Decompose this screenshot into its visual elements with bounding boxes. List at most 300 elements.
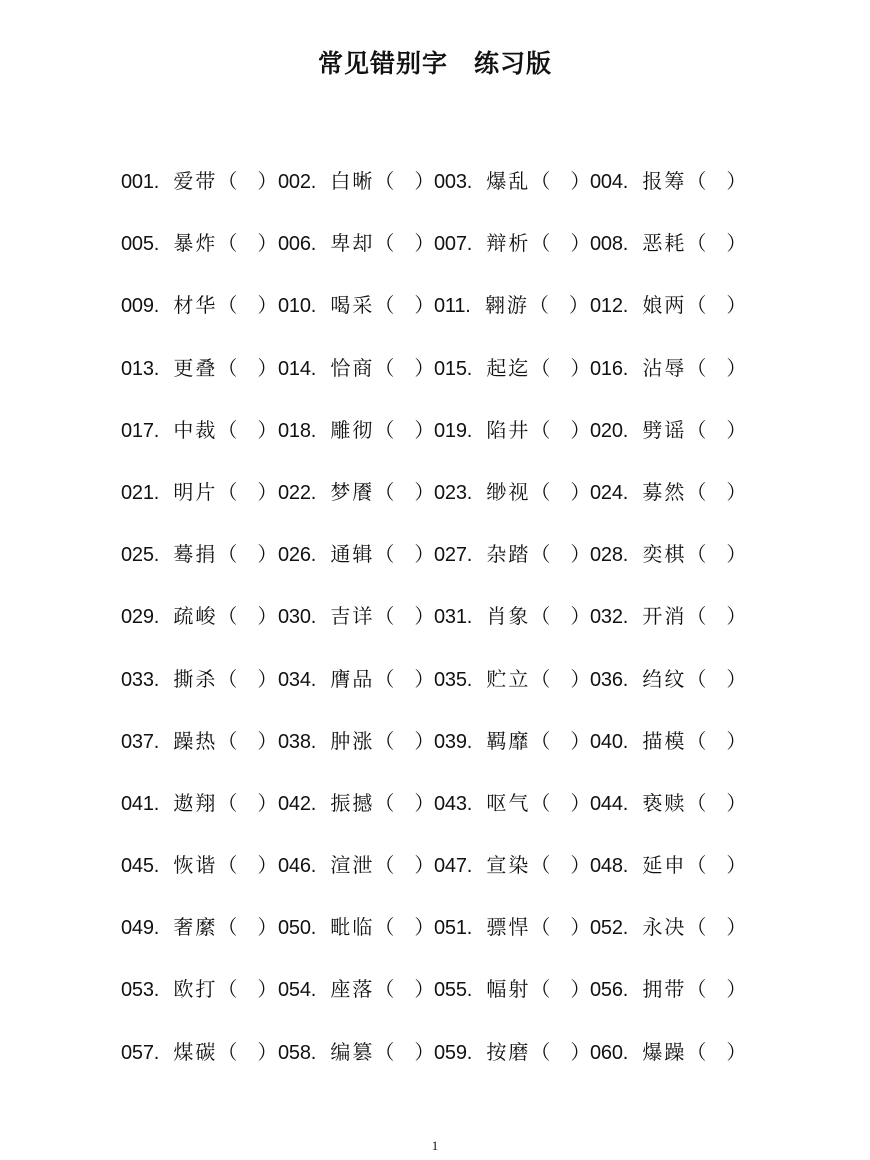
answer-blank[interactable]: （ ）	[374, 604, 435, 629]
item-word: 躁热	[173, 728, 218, 753]
item-number: 020	[590, 419, 623, 442]
item-number: 016	[590, 357, 623, 380]
item-word: 缈视	[486, 479, 531, 504]
item-word: 幅射	[486, 977, 531, 1002]
item-separator: .	[622, 171, 629, 193]
item-separator: .	[466, 979, 473, 1002]
exercise-item	[590, 896, 746, 958]
item-number: 037	[121, 730, 154, 753]
item-number: 038	[278, 730, 311, 753]
answer-blank[interactable]: （ ）	[374, 728, 435, 753]
exercise-row	[0, 461, 870, 523]
item-separator: .	[622, 419, 629, 442]
answer-blank[interactable]: （ ）	[686, 479, 747, 504]
exercise-item	[434, 710, 590, 772]
item-number: 018	[278, 419, 311, 442]
item-word: 暴炸	[173, 231, 218, 256]
item-separator: .	[310, 730, 317, 753]
exercise-item	[278, 585, 434, 647]
item-word: 卑却	[330, 231, 375, 256]
item-word: 辩析	[486, 231, 531, 256]
item-word: 恶耗	[642, 231, 687, 256]
exercise-row	[0, 523, 870, 585]
item-word: 娘两	[642, 293, 687, 318]
item-separator: .	[153, 1041, 160, 1064]
item-separator: .	[310, 979, 317, 1002]
item-number: 014	[278, 357, 311, 380]
exercise-item	[121, 337, 277, 399]
item-separator: .	[622, 295, 629, 318]
item-word: 座落	[330, 977, 375, 1002]
item-separator: .	[466, 481, 473, 504]
answer-blank[interactable]: （ ）	[374, 231, 435, 256]
answer-blank[interactable]: （ ）	[530, 231, 591, 256]
item-separator: .	[622, 544, 629, 567]
answer-blank[interactable]: （ ）	[530, 355, 591, 380]
item-number: 056	[590, 979, 623, 1002]
item-number: 050	[278, 917, 311, 940]
item-separator: .	[466, 606, 473, 629]
answer-blank[interactable]: （ ）	[374, 169, 435, 193]
item-number: 054	[278, 979, 311, 1002]
exercise-item	[590, 337, 746, 399]
answer-blank[interactable]: （ ）	[686, 169, 747, 193]
item-separator: .	[466, 544, 473, 567]
item-word: 沾辱	[642, 355, 687, 380]
item-word: 恰商	[330, 355, 375, 380]
exercise-row	[0, 585, 870, 647]
item-number: 017	[121, 419, 154, 442]
answer-blank[interactable]: （ ）	[686, 417, 747, 442]
item-word: 奕棋	[642, 542, 687, 567]
item-word: 起迄	[486, 355, 531, 380]
answer-blank[interactable]: （ ）	[374, 1039, 435, 1064]
item-separator: .	[153, 419, 160, 442]
exercise-item	[590, 648, 746, 710]
exercise-item	[434, 958, 590, 1020]
item-number: 027	[434, 544, 467, 567]
exercise-item	[278, 958, 434, 1020]
item-separator: .	[310, 917, 317, 940]
item-separator: .	[153, 917, 160, 940]
exercise-item	[278, 274, 434, 336]
answer-blank[interactable]: （ ）	[217, 604, 278, 629]
item-word: 蓦捐	[173, 542, 218, 567]
item-word: 肖象	[486, 604, 531, 629]
item-separator: .	[310, 668, 317, 691]
item-word: 膺品	[330, 666, 375, 691]
exercise-item	[278, 834, 434, 896]
exercise-item	[278, 648, 434, 710]
item-separator: .	[310, 419, 317, 442]
answer-blank[interactable]: （ ）	[530, 853, 591, 878]
exercise-item	[278, 1021, 434, 1083]
answer-blank[interactable]: （ ）	[686, 231, 747, 256]
item-number: 021	[121, 481, 154, 504]
answer-blank[interactable]: （ ）	[374, 542, 435, 567]
item-word: 振撼	[330, 790, 375, 815]
item-separator: .	[622, 979, 629, 1002]
page-number: 1	[431, 1138, 439, 1153]
item-number: 015	[434, 357, 467, 380]
item-separator: .	[153, 171, 160, 193]
item-number: 005	[121, 233, 154, 256]
answer-blank[interactable]: （ ）	[374, 977, 435, 1002]
item-separator: .	[153, 357, 160, 380]
answer-blank[interactable]: （ ）	[530, 479, 591, 504]
item-separator: .	[466, 419, 473, 442]
item-word: 绉纹	[642, 666, 687, 691]
exercise-item	[121, 772, 277, 834]
item-word: 拥带	[642, 977, 687, 1002]
answer-blank[interactable]: （ ）	[530, 1039, 591, 1064]
answer-blank[interactable]: （ ）	[686, 853, 747, 878]
answer-blank[interactable]: （ ）	[217, 355, 278, 380]
exercise-item	[121, 648, 277, 710]
item-separator: .	[153, 295, 160, 318]
item-separator: .	[622, 792, 629, 815]
item-separator: .	[310, 481, 317, 504]
exercise-item	[121, 274, 277, 336]
item-number: 026	[278, 544, 311, 567]
item-number: 019	[434, 419, 467, 442]
answer-blank[interactable]: （ ）	[686, 293, 747, 318]
answer-blank[interactable]: （ ）	[217, 293, 278, 318]
item-separator: .	[310, 606, 317, 629]
item-separator: .	[622, 730, 629, 753]
item-word: 爆躁	[642, 1039, 687, 1064]
answer-blank[interactable]: （ ）	[686, 666, 747, 691]
answer-blank[interactable]: （ ）	[374, 417, 435, 442]
answer-blank[interactable]: （ ）	[686, 1039, 747, 1064]
item-word: 煤碳	[173, 1039, 218, 1064]
answer-blank[interactable]: （ ）	[374, 479, 435, 504]
item-number: 046	[278, 855, 311, 878]
item-word: 雕彻	[330, 417, 375, 442]
item-number: 006	[278, 233, 311, 256]
answer-blank[interactable]: （ ）	[217, 728, 278, 753]
item-word: 陷井	[486, 417, 531, 442]
answer-blank[interactable]: （ ）	[530, 542, 591, 567]
exercise-row	[0, 710, 870, 772]
answer-blank[interactable]: （ ）	[217, 790, 278, 815]
item-number: 039	[434, 730, 467, 753]
item-separator: .	[466, 792, 473, 815]
item-separator: .	[153, 233, 160, 256]
exercise-item	[121, 958, 277, 1020]
exercise-row	[0, 958, 870, 1020]
item-separator: .	[466, 357, 473, 380]
answer-blank[interactable]: （ ）	[217, 417, 278, 442]
item-word: 撕杀	[173, 666, 218, 691]
item-number: 002	[278, 171, 311, 193]
answer-blank[interactable]: （ ）	[686, 728, 747, 753]
exercise-item	[121, 212, 277, 274]
page-title: 常见错别字 练习版	[317, 49, 552, 78]
item-separator: .	[153, 606, 160, 629]
item-separator: .	[310, 792, 317, 815]
answer-blank[interactable]: （ ）	[530, 604, 591, 629]
item-number: 023	[434, 481, 467, 504]
answer-blank[interactable]: （ ）	[374, 853, 435, 878]
item-separator: .	[153, 979, 160, 1002]
item-word: 开消	[642, 604, 687, 629]
item-word: 恢谐	[173, 853, 218, 878]
exercise-row	[0, 896, 870, 958]
answer-blank[interactable]: （ ）	[530, 977, 591, 1002]
exercise-item	[590, 274, 746, 336]
item-number: 055	[434, 979, 467, 1002]
answer-blank[interactable]: （ ）	[686, 790, 747, 815]
item-word: 喝采	[330, 293, 375, 318]
answer-blank[interactable]: （ ）	[217, 169, 278, 193]
item-word: 募然	[642, 479, 687, 504]
item-word: 吉详	[330, 604, 375, 629]
item-word: 羁靡	[486, 728, 531, 753]
item-word: 报筹	[642, 169, 687, 193]
item-word: 肿涨	[330, 728, 375, 753]
exercise-item	[434, 461, 590, 523]
item-number: 034	[278, 668, 311, 691]
item-separator: .	[153, 544, 160, 567]
answer-blank[interactable]: （ ）	[217, 1039, 278, 1064]
exercise-item	[121, 523, 277, 585]
exercise-item	[278, 772, 434, 834]
item-number: 030	[278, 606, 311, 629]
exercise-item	[434, 585, 590, 647]
item-number: 029	[121, 606, 154, 629]
item-separator: .	[153, 668, 160, 691]
exercise-item	[590, 1021, 746, 1083]
exercise-item	[278, 337, 434, 399]
answer-blank[interactable]: （ ）	[686, 604, 747, 629]
item-number: 022	[278, 481, 311, 504]
item-number: 059	[434, 1041, 467, 1064]
item-word: 翱游	[484, 293, 529, 318]
item-word: 劈谣	[642, 417, 687, 442]
item-word: 中裁	[173, 417, 218, 442]
answer-blank[interactable]: （ ）	[217, 542, 278, 567]
answer-blank[interactable]: （ ）	[530, 666, 591, 691]
item-word: 毗临	[330, 915, 375, 940]
item-number: 004	[590, 171, 623, 193]
item-separator: .	[466, 1041, 473, 1064]
item-separator: .	[310, 357, 317, 380]
exercise-item	[590, 523, 746, 585]
exercise-grid	[0, 150, 870, 1083]
answer-blank[interactable]: （ ）	[686, 542, 747, 567]
exercise-item	[434, 834, 590, 896]
item-separator: .	[466, 917, 473, 940]
item-number: 031	[434, 606, 467, 629]
item-separator: .	[465, 295, 471, 318]
item-number: 053	[121, 979, 154, 1002]
exercise-item	[590, 710, 746, 772]
answer-blank[interactable]: （ ）	[217, 853, 278, 878]
item-word: 贮立	[486, 666, 531, 691]
item-number: 013	[121, 357, 154, 380]
item-number: 025	[121, 544, 154, 567]
item-word: 白晰	[330, 169, 375, 193]
item-separator: .	[310, 544, 317, 567]
exercise-row	[0, 834, 870, 896]
item-number: 001	[121, 171, 154, 193]
answer-blank[interactable]: （ ）	[374, 355, 435, 380]
item-separator: .	[622, 917, 629, 940]
answer-blank[interactable]: （ ）	[528, 293, 589, 318]
item-number: 044	[590, 792, 623, 815]
exercise-item	[121, 585, 277, 647]
item-word: 通辑	[330, 542, 375, 567]
answer-blank[interactable]: （ ）	[530, 417, 591, 442]
answer-blank[interactable]: （ ）	[530, 790, 591, 815]
exercise-item	[121, 834, 277, 896]
item-word: 宣染	[486, 853, 531, 878]
item-word: 延申	[642, 853, 687, 878]
item-separator: .	[622, 481, 629, 504]
exercise-item	[278, 523, 434, 585]
item-separator: .	[310, 171, 317, 193]
exercise-item	[434, 772, 590, 834]
exercise-item	[434, 212, 590, 274]
item-separator: .	[622, 1041, 629, 1064]
item-separator: .	[310, 295, 317, 318]
exercise-item	[434, 1021, 590, 1083]
answer-blank[interactable]: （ ）	[217, 231, 278, 256]
item-separator: .	[466, 730, 473, 753]
item-separator: .	[310, 1041, 317, 1064]
item-number: 043	[434, 792, 467, 815]
exercise-item	[434, 896, 590, 958]
item-separator: .	[466, 233, 473, 256]
exercise-item	[121, 710, 277, 772]
item-number: 052	[590, 917, 623, 940]
item-separator: .	[153, 792, 160, 815]
answer-blank[interactable]: （ ）	[217, 915, 278, 940]
item-word: 骠悍	[486, 915, 531, 940]
item-separator: .	[153, 730, 160, 753]
exercise-row	[0, 337, 870, 399]
answer-blank[interactable]: （ ）	[374, 666, 435, 691]
answer-blank[interactable]: （ ）	[686, 977, 747, 1002]
exercise-item	[121, 896, 277, 958]
exercise-item	[278, 150, 434, 212]
exercise-item	[278, 710, 434, 772]
exercise-item	[278, 212, 434, 274]
exercise-item	[278, 461, 434, 523]
item-number: 024	[590, 481, 623, 504]
item-word: 欧打	[173, 977, 218, 1002]
answer-blank[interactable]: （ ）	[217, 666, 278, 691]
item-number: 045	[121, 855, 154, 878]
answer-blank[interactable]: （ ）	[530, 915, 591, 940]
answer-blank[interactable]: （ ）	[374, 790, 435, 815]
answer-blank[interactable]: （ ）	[217, 977, 278, 1002]
exercise-row	[0, 1021, 870, 1083]
item-word: 更叠	[173, 355, 218, 380]
item-word: 编篡	[330, 1039, 375, 1064]
item-separator: .	[622, 606, 629, 629]
item-number: 008	[590, 233, 623, 256]
exercise-item	[434, 648, 590, 710]
item-number: 041	[121, 792, 154, 815]
exercise-item	[434, 274, 589, 336]
exercise-item	[590, 585, 746, 647]
item-word: 渲泄	[330, 853, 375, 878]
item-separator: .	[153, 855, 160, 878]
item-word: 爆乱	[486, 169, 531, 193]
item-number: 010	[278, 295, 311, 318]
item-number: 060	[590, 1041, 623, 1064]
exercise-item	[590, 461, 746, 523]
exercise-item	[278, 399, 434, 461]
item-word: 亵赎	[642, 790, 687, 815]
item-word: 按磨	[486, 1039, 531, 1064]
item-word: 梦餍	[330, 479, 375, 504]
exercise-item	[434, 399, 590, 461]
item-word: 呕气	[486, 790, 531, 815]
exercise-item	[590, 399, 746, 461]
exercise-item	[590, 958, 746, 1020]
item-separator: .	[466, 668, 473, 691]
answer-blank[interactable]: （ ）	[530, 169, 591, 193]
exercise-item	[121, 399, 277, 461]
exercise-item	[590, 212, 746, 274]
answer-blank[interactable]: （ ）	[374, 293, 435, 318]
answer-blank[interactable]: （ ）	[374, 915, 435, 940]
item-number: 040	[590, 730, 623, 753]
item-number: 047	[434, 855, 467, 878]
item-number: 011	[434, 295, 466, 318]
item-number: 057	[121, 1041, 154, 1064]
item-separator: .	[466, 855, 473, 878]
item-number: 003	[434, 171, 467, 193]
answer-blank[interactable]: （ ）	[530, 728, 591, 753]
item-number: 058	[278, 1041, 311, 1064]
item-number: 049	[121, 917, 154, 940]
exercise-item	[590, 150, 746, 212]
item-number: 036	[590, 668, 623, 691]
item-word: 材华	[173, 293, 218, 318]
answer-blank[interactable]: （ ）	[217, 479, 278, 504]
item-word: 疏峻	[173, 604, 218, 629]
item-number: 012	[590, 295, 623, 318]
exercise-row	[0, 150, 870, 212]
exercise-item	[121, 461, 277, 523]
item-word: 遨翔	[173, 790, 218, 815]
exercise-item	[278, 896, 434, 958]
item-number: 032	[590, 606, 623, 629]
item-number: 035	[434, 668, 467, 691]
answer-blank[interactable]: （ ）	[686, 355, 747, 380]
item-number: 042	[278, 792, 311, 815]
item-number: 033	[121, 668, 154, 691]
item-separator: .	[622, 668, 629, 691]
item-separator: .	[622, 855, 629, 878]
item-separator: .	[622, 357, 629, 380]
item-word: 爱带	[173, 169, 218, 193]
answer-blank[interactable]: （ ）	[686, 915, 747, 940]
item-number: 009	[121, 295, 154, 318]
item-separator: .	[622, 233, 629, 256]
item-word: 永决	[642, 915, 687, 940]
item-number: 051	[434, 917, 467, 940]
exercise-row	[0, 212, 870, 274]
exercise-item	[590, 772, 746, 834]
item-word: 描模	[642, 728, 687, 753]
exercise-item	[121, 150, 277, 212]
item-separator: .	[310, 855, 317, 878]
